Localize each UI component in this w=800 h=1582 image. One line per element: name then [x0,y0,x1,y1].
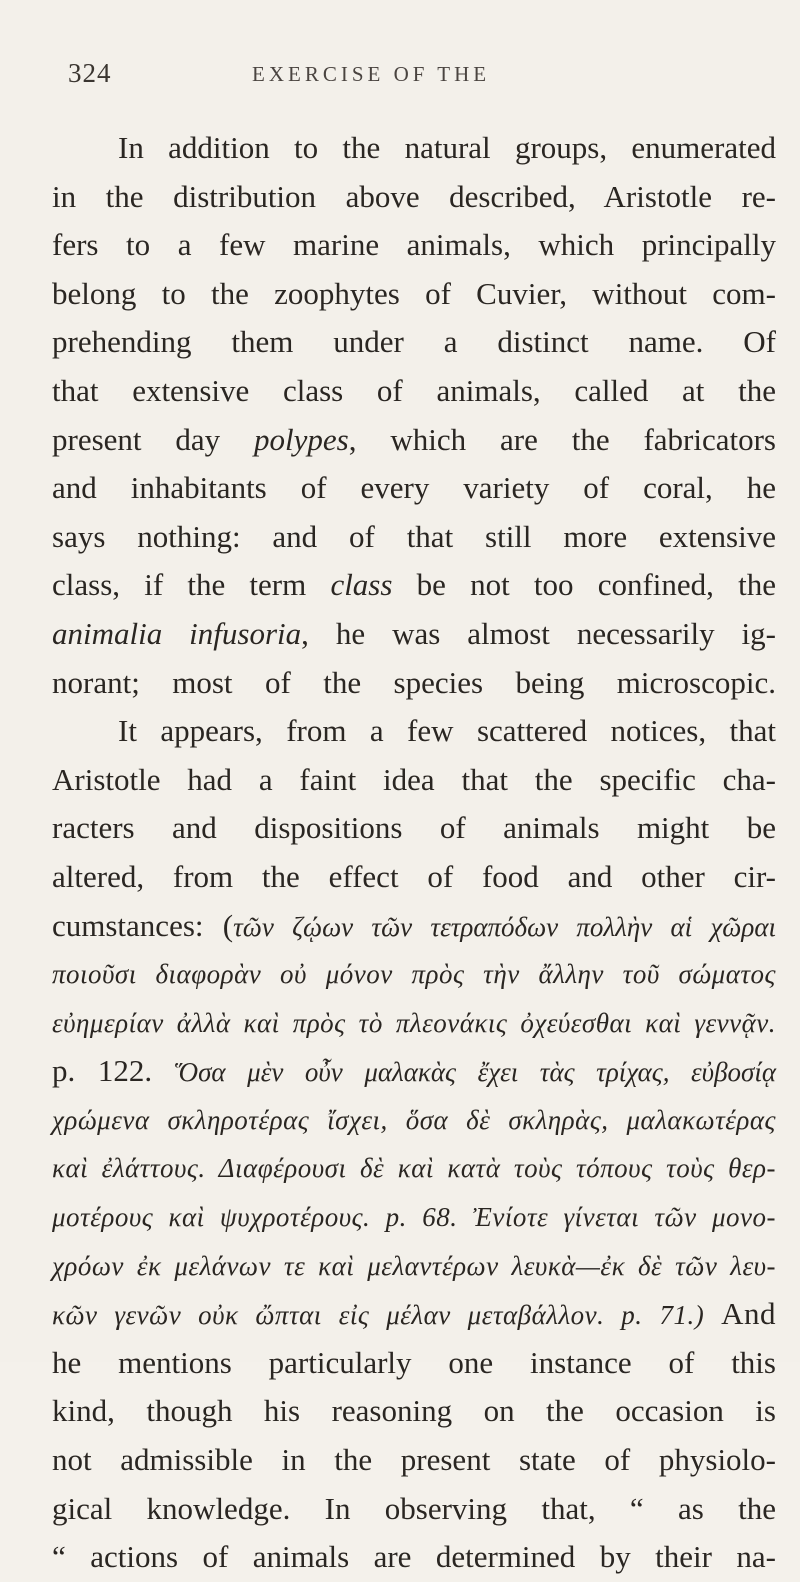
greek-line: καὶ ἐλάττους. Διαφέρουσι δὲ καὶ κατὰ τοὺς τόπους τοὺς θερ- [52,1153,776,1184]
text-line: not admissible in the present state of physiolo- [52,1442,776,1478]
text-line: he mentions particularly one instance of this [52,1344,776,1380]
greek-line: χρόων ἐκ μελάνων τε καὶ μελαντέρων λευκὰ—ἐκ δὲ τῶν λευ- [52,1250,776,1281]
text-line: altered, from the effect of food and other cir- [52,858,776,894]
italic-term: class [330,567,393,603]
text-line: says nothing: and of that still more extensive [52,518,776,554]
text-line: in the distribution above described, Aristotle re- [52,178,776,214]
running-head [68,58,728,92]
italic-term: animalia infusoria [52,615,302,651]
text-line: fers to a few marine animals, which principally [52,227,776,263]
text-line: norant; most of the species being microscopic. [52,664,776,700]
greek-quote: τῶν ζῴων τῶν τετραπόδων πολλὴν αἱ χῶραι [233,911,776,942]
text-line: class, if the term class be not too confined, the [52,567,776,603]
text-line: racters and dispositions of animals might be [52,810,776,846]
text-line: In addition to the natural groups, enumerated [118,130,776,165]
text-line: belong to the zoophytes of Cuvier, without com- [52,275,776,311]
text-line: prehending them under a distinct name. Of [52,324,776,360]
text-fragment: And [721,1296,776,1332]
running-title: EXERCISE OF THE [252,62,491,86]
page-number: 324 [68,58,112,88]
text-line: cumstances: (τῶν ζῴων τῶν τετραπόδων πολλὴν αἱ χῶραι [52,907,776,943]
greek-quote: Ἐνίοτε γίνεται τῶν μονο- [472,1202,776,1233]
greek-line: χρώμενα σκληροτέρας ἴσχει, ὅσα δὲ σκληρὰς, μαλακωτέρας [52,1104,776,1135]
text-line: p. 122. Ὅσα μὲν οὖν μαλακὰς ἔχει τὰς τρίχας, εὐβοσίᾳ [52,1053,777,1089]
text-line: and inhabitants of every variety of coral, he [52,470,776,506]
greek-line: κῶν γενῶν οὐκ ὤπται εἰς μέλαν μεταβάλλον. p. 71.) And [52,1296,776,1332]
italic-term: polypes [254,421,349,457]
greek-line: μοτέρους καὶ ψυχροτέρους. p. 68. Ἐνίοτε γίνεται τῶν μονο- [52,1202,776,1233]
text-line: Aristotle had a faint idea that the specific cha- [52,761,776,797]
greek-quote: Ὅσα μὲν οὖν μαλακὰς ἔχει τὰς τρίχας, εὐβοσίᾳ [174,1057,777,1088]
text-line: gical knowledge. In observing that, “ as the [52,1490,776,1526]
text-line: that extensive class of animals, called at the [52,372,776,408]
greek-line: εὐημερίαν ἀλλὰ καὶ πρὸς τὸ πλεονάκις ὀχεύεσθαι καὶ γεννᾷν. [52,1007,776,1038]
text-line: “ actions of animals are determined by their na- [52,1539,776,1575]
text-line: kind, though his reasoning on the occasion is [52,1393,776,1429]
text-line: present day polypes, which are the fabricators [52,421,776,457]
body-text [52,124,776,1582]
text-line: It appears, from a few scattered notices, that [118,713,776,749]
text-line: animalia infusoria, he was almost necessarily ig- [52,615,776,651]
greek-line: ποιοῦσι διαφορὰν οὐ μόνον πρὸς τὴν ἄλλην τοῦ σώματος [52,959,776,990]
